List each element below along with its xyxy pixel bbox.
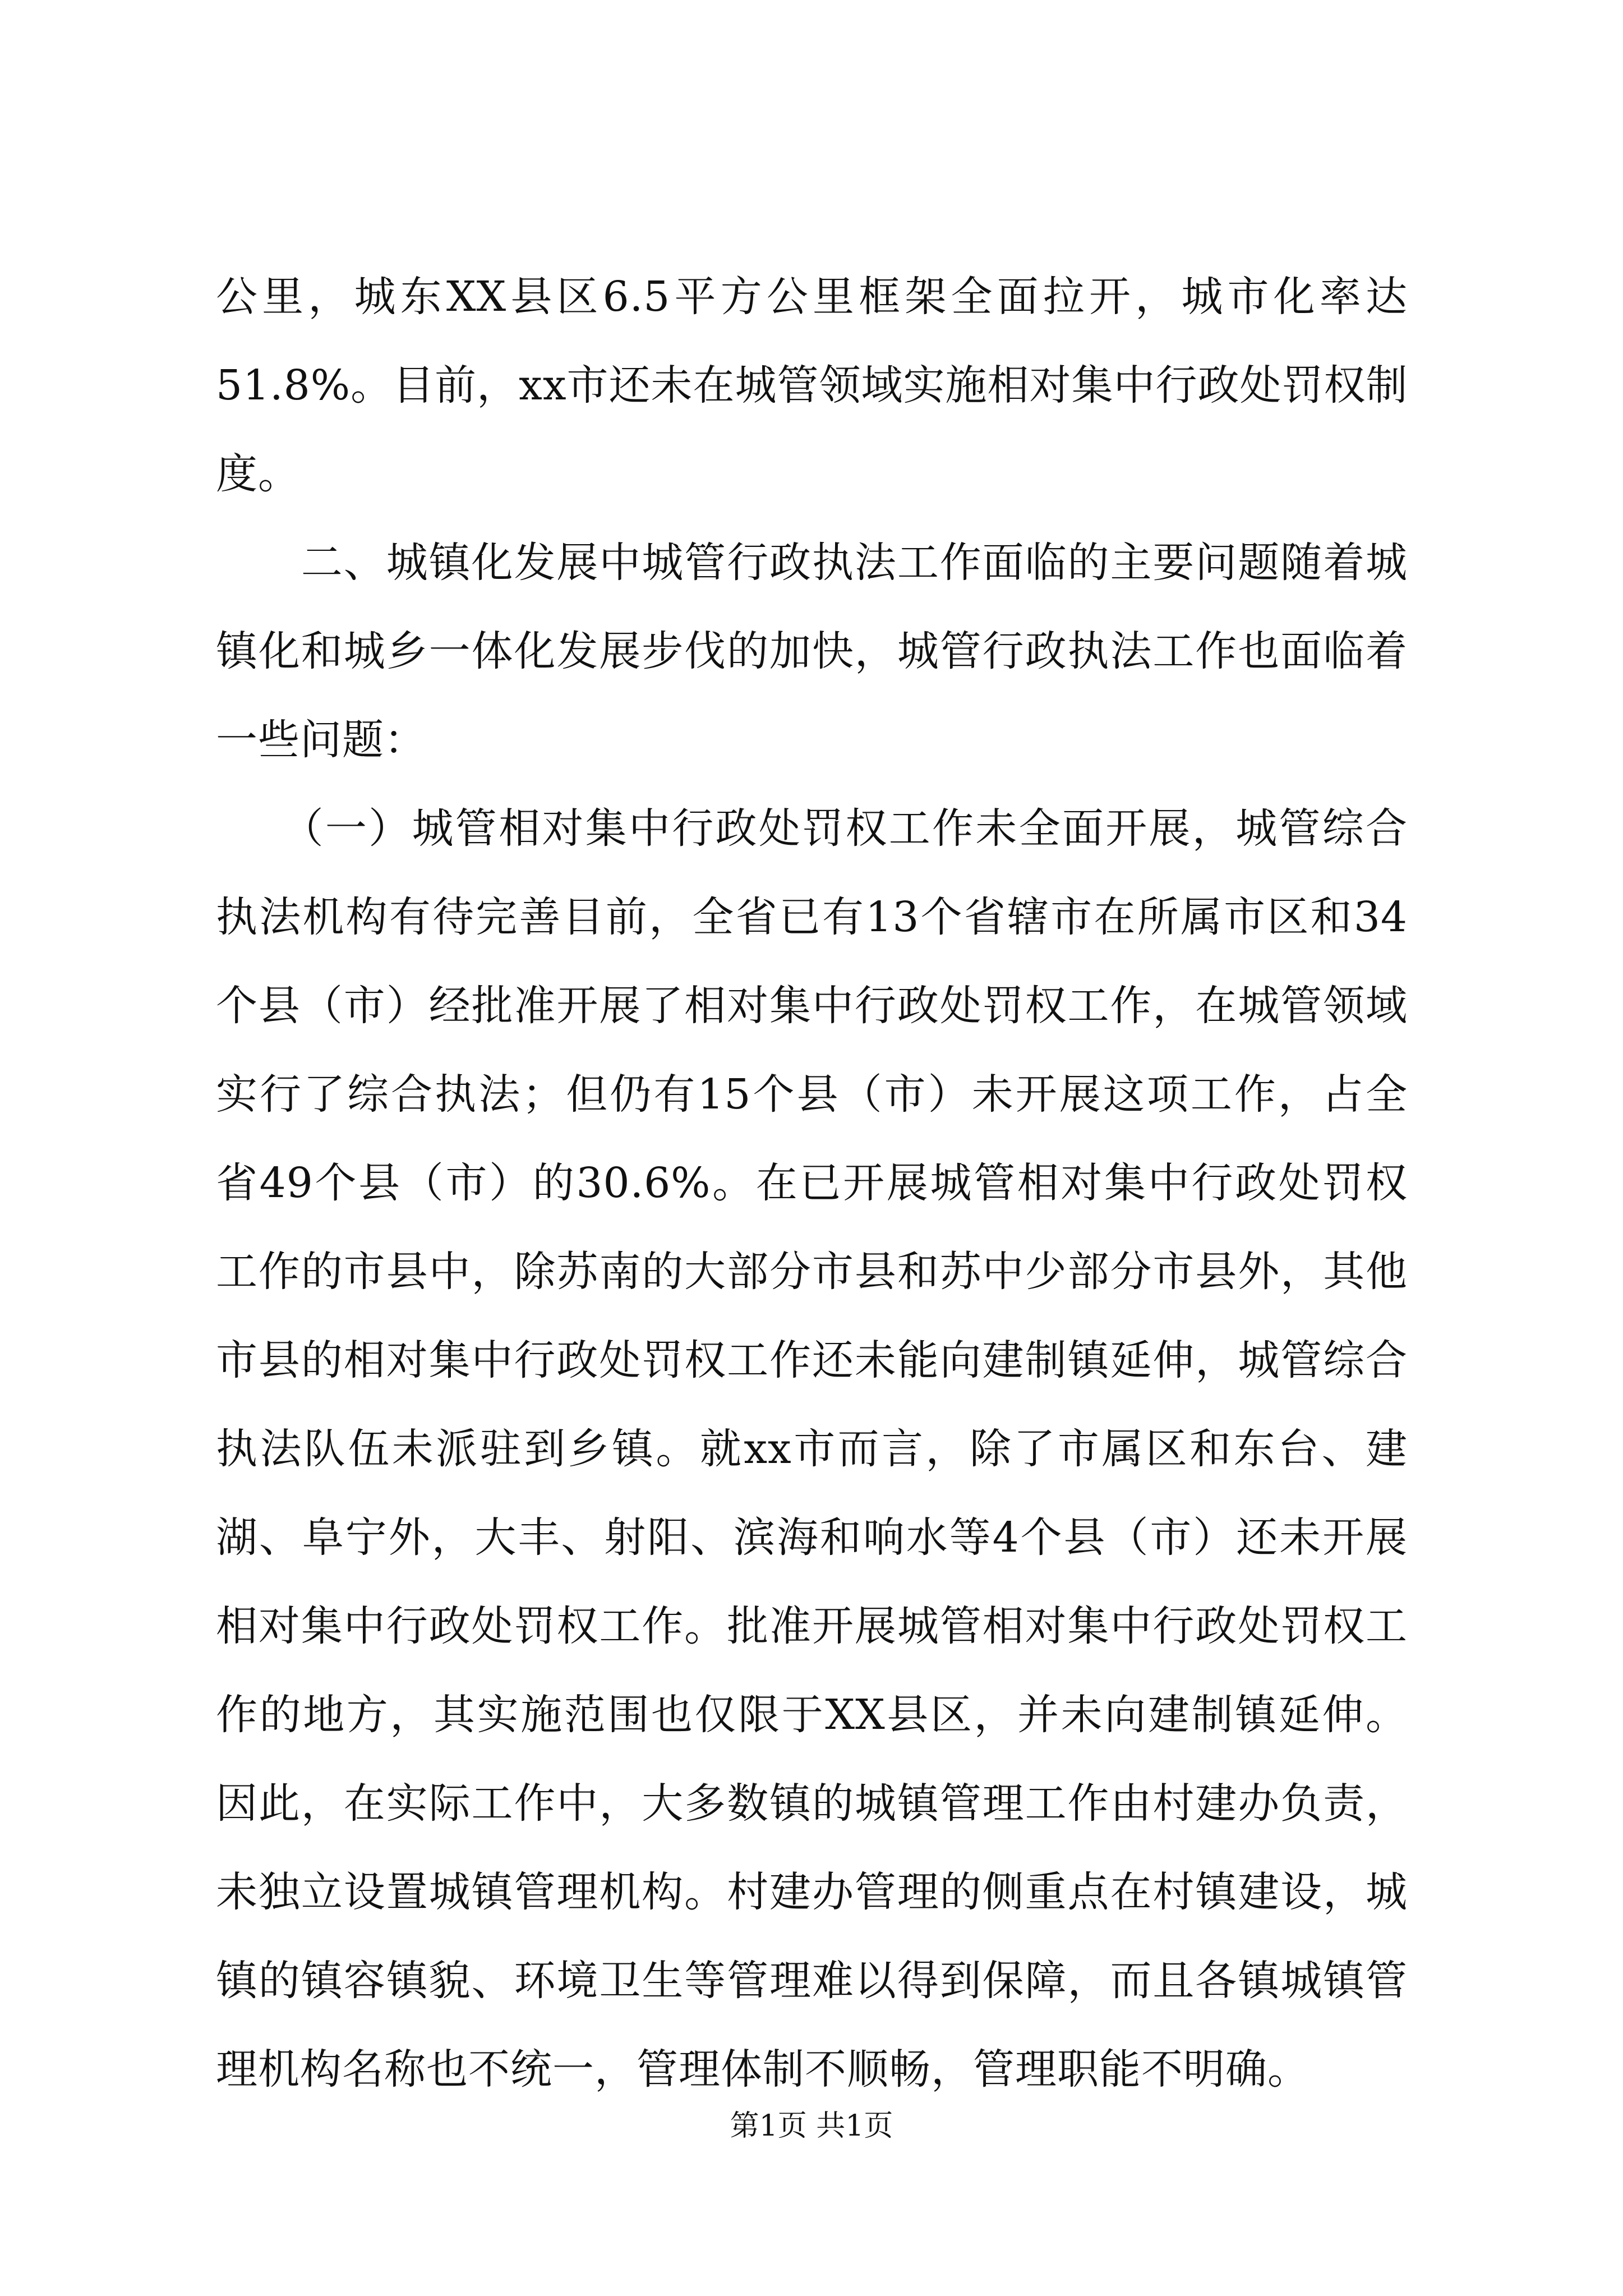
- text-line: 理机构名称也不统一，管理体制不顺畅，管理职能不明确。: [216, 2045, 1310, 2093]
- text-line: 因此，在实际工作中，大多数镇的城镇管理工作由村建办负责，: [216, 1779, 1408, 1828]
- body-text: [216, 252, 1408, 2114]
- subsection-heading-line: （一）城管相对集中行政处罚权工作未全面开展，城管综合: [216, 804, 1408, 853]
- text-line: 公里，城东XX县区6.5平方公里框架全面拉开，城市化率达: [216, 273, 1408, 321]
- text-line: 未独立设置城镇管理机构。村建办管理的侧重点在村镇建设，城: [216, 1868, 1408, 1916]
- text-line: 执法机构有待完善目前，全省已有13个省辖市在所属市区和34: [216, 893, 1408, 941]
- text-line: 执法队伍未派驻到乡镇。就xx市而言，除了市属区和东台、建: [216, 1425, 1408, 1473]
- text-line: 实行了综合执法；但仍有15个县（市）未开展这项工作，占全: [216, 1070, 1408, 1119]
- text-line: 市县的相对集中行政处罚权工作还未能向建制镇延伸，城管综合: [216, 1336, 1408, 1384]
- text-line: 度。: [216, 450, 300, 498]
- text-line: 个县（市）经批准开展了相对集中行政处罚权工作，在城管领域: [216, 982, 1408, 1030]
- text-line: 51.8%。目前，xx市还未在城管领域实施相对集中行政处罚权制: [216, 361, 1408, 409]
- text-line: 一些问题：: [216, 716, 426, 764]
- page-number-label: 第1页 共1页: [730, 2109, 893, 2143]
- text-line: 省49个县（市）的30.6%。在已开展城管相对集中行政处罚权: [216, 1159, 1408, 1207]
- text-line: 工作的市县中，除苏南的大部分市县和苏中少部分市县外，其他: [216, 1248, 1408, 1296]
- page-footer: [0, 2109, 1623, 2143]
- text-line: 镇的镇容镇貌、环境卫生等管理难以得到保障，而且各镇城镇管: [216, 1957, 1408, 2005]
- text-line: 作的地方，其实施范围也仅限于XX县区，并未向建制镇延伸。: [216, 1691, 1408, 1739]
- text-line: 相对集中行政处罚权工作。批准开展城管相对集中行政处罚权工: [216, 1602, 1408, 1650]
- section-heading-line: 二、城镇化发展中城管行政执法工作面临的主要问题随着城: [216, 539, 1408, 587]
- text-line: 镇化和城乡一体化发展步伐的加快，城管行政执法工作也面临着: [216, 627, 1408, 675]
- text-line: 湖、阜宁外，大丰、射阳、滨海和响水等4个县（市）还未开展: [216, 1513, 1408, 1562]
